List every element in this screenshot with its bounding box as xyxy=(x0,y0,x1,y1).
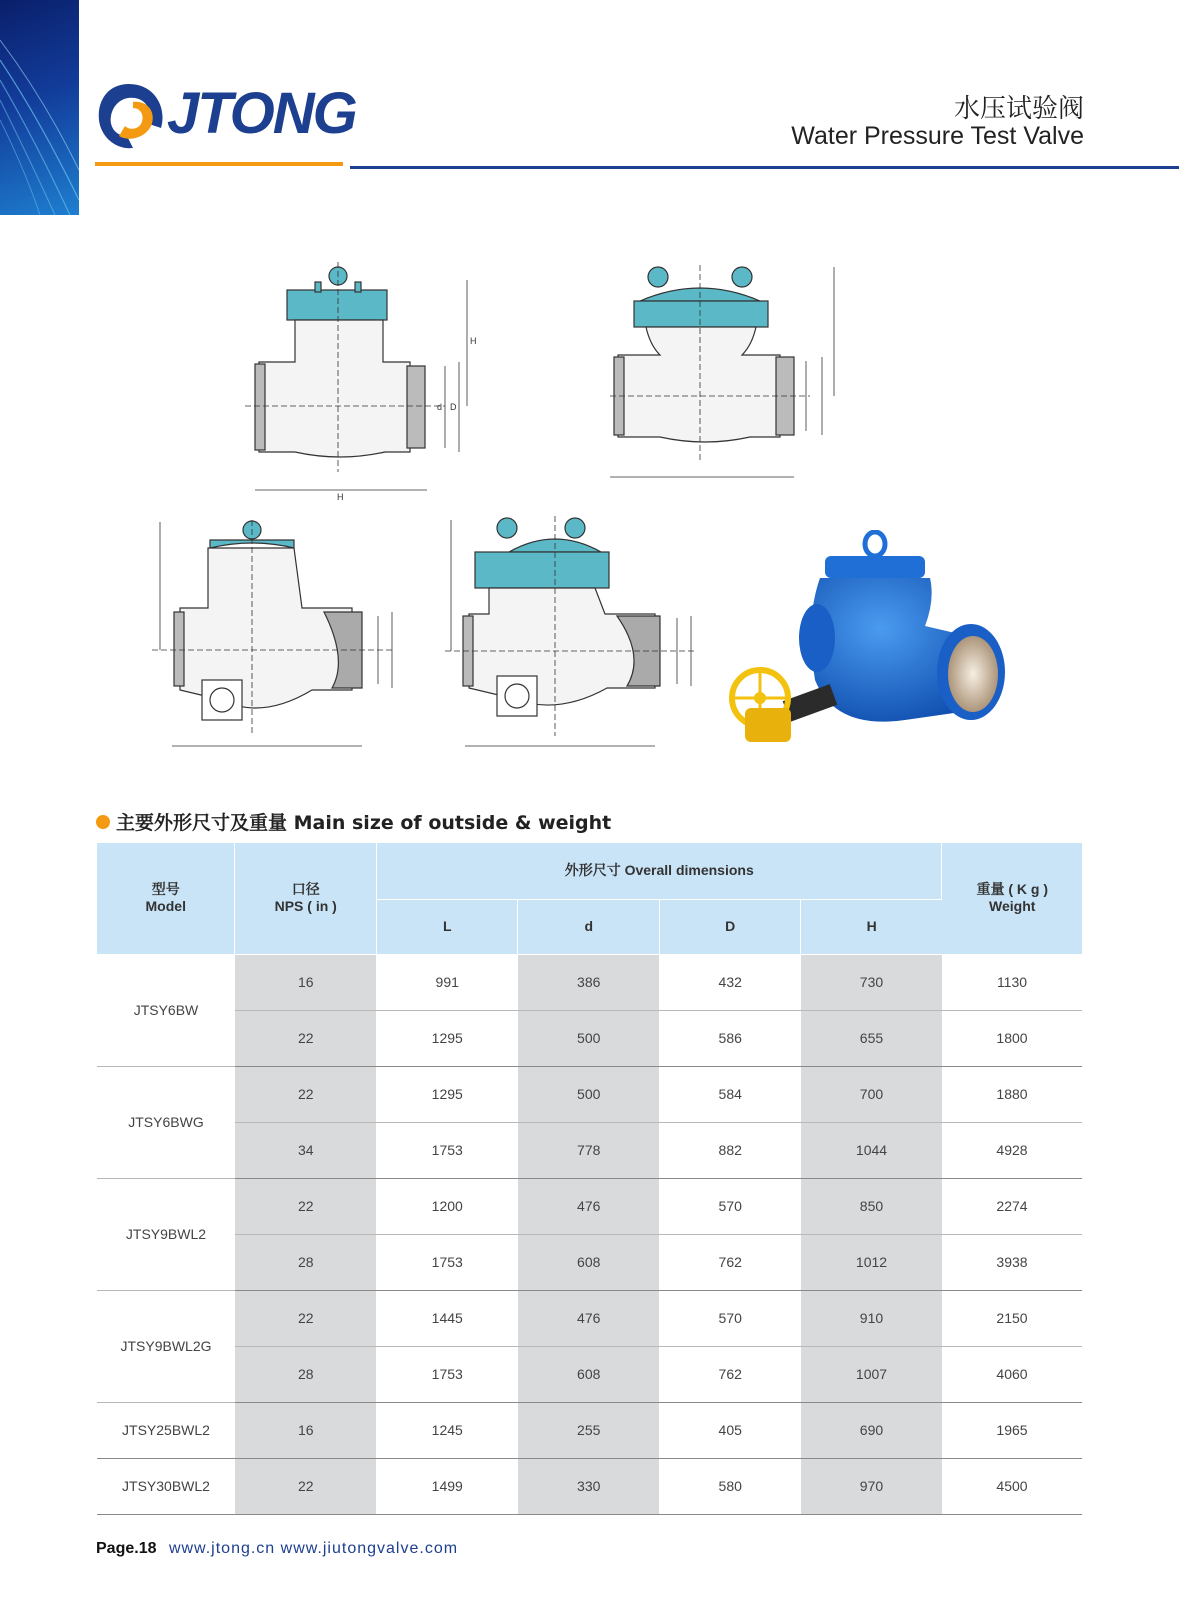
section-title-text: 主要外形尺寸及重量 Main size of outside & weight xyxy=(116,812,612,834)
model-cell: JTSY9BWL2G xyxy=(97,1290,235,1402)
header-nps xyxy=(235,843,377,954)
model-cell: JTSY6BWG xyxy=(97,1066,235,1178)
D-cell: 570 xyxy=(659,1178,801,1234)
H-cell: 1007 xyxy=(801,1346,942,1402)
table-row xyxy=(97,954,1082,1010)
dim-label-D: D xyxy=(450,402,457,412)
brand-wordmark: JTONG xyxy=(167,81,356,146)
nps-cell: 22 xyxy=(235,1290,377,1346)
header-weight-cn: 重量 ( K g ) xyxy=(976,881,1049,898)
header-rule xyxy=(350,166,1179,169)
dim-label-H: H xyxy=(470,336,477,346)
header-L: L xyxy=(376,899,518,954)
D-cell: 762 xyxy=(659,1346,801,1402)
H-cell: 730 xyxy=(801,954,942,1010)
weight-cell: 4500 xyxy=(942,1458,1082,1514)
table-row xyxy=(97,1402,1082,1458)
bullet-dot-icon xyxy=(96,815,110,829)
weight-cell: 1965 xyxy=(942,1402,1082,1458)
page-title-cn: 水压试验阀 xyxy=(953,94,1084,124)
H-cell: 910 xyxy=(801,1290,942,1346)
brand-logo xyxy=(93,78,356,168)
model-cell: JTSY6BW xyxy=(97,954,235,1066)
section-title xyxy=(96,808,611,835)
weight-cell: 2150 xyxy=(942,1290,1082,1346)
nps-cell: 16 xyxy=(235,1402,377,1458)
weight-cell: 1800 xyxy=(942,1010,1082,1066)
d-cell: 255 xyxy=(518,1402,660,1458)
header-weight xyxy=(942,843,1082,954)
H-cell: 970 xyxy=(801,1458,942,1514)
H-cell: 850 xyxy=(801,1178,942,1234)
dim-label-H-bottom: H xyxy=(337,492,344,502)
nps-cell: 22 xyxy=(235,1178,377,1234)
table-row xyxy=(97,1066,1082,1122)
logo-underline xyxy=(95,162,343,166)
L-cell: 1753 xyxy=(376,1346,518,1402)
weight-cell: 4060 xyxy=(942,1346,1082,1402)
D-cell: 586 xyxy=(659,1010,801,1066)
nps-cell: 16 xyxy=(235,954,377,1010)
weight-cell: 3938 xyxy=(942,1234,1082,1290)
footer-website-links[interactable]: www.jtong.cn www.jiutongvalve.com xyxy=(168,1540,459,1557)
header-nps-cn: 口径 xyxy=(291,881,320,898)
H-cell: 1044 xyxy=(801,1122,942,1178)
table-row xyxy=(97,1346,1082,1402)
header-nps-en: NPS ( in ) xyxy=(274,898,337,915)
table-row xyxy=(97,1010,1082,1066)
d-cell: 330 xyxy=(518,1458,660,1514)
d-cell: 608 xyxy=(518,1234,660,1290)
header-d: d xyxy=(518,899,660,954)
nps-cell: 28 xyxy=(235,1346,377,1402)
page-title-en: Water Pressure Test Valve xyxy=(791,122,1084,150)
header-weight-en: Weight xyxy=(989,898,1036,915)
D-cell: 584 xyxy=(659,1066,801,1122)
D-cell: 882 xyxy=(659,1122,801,1178)
table-row xyxy=(97,1122,1082,1178)
corner-decoration xyxy=(0,0,79,215)
L-cell: 1753 xyxy=(376,1122,518,1178)
table-row xyxy=(97,1178,1082,1234)
header-model-en: Model xyxy=(145,898,186,915)
weight-cell: 2274 xyxy=(942,1178,1082,1234)
header-H: H xyxy=(801,899,942,954)
L-cell: 1295 xyxy=(376,1066,518,1122)
logo-mark-icon xyxy=(93,78,167,158)
L-cell: 1200 xyxy=(376,1178,518,1234)
header-model xyxy=(97,843,235,954)
valve-product-image xyxy=(725,530,1025,765)
D-cell: 580 xyxy=(659,1458,801,1514)
nps-cell: 34 xyxy=(235,1122,377,1178)
d-cell: 500 xyxy=(518,1010,660,1066)
weight-cell: 1880 xyxy=(942,1066,1082,1122)
header-overall-dimensions: 外形尺寸 Overall dimensions xyxy=(376,843,942,899)
L-cell: 1445 xyxy=(376,1290,518,1346)
nps-cell: 28 xyxy=(235,1234,377,1290)
model-cell: JTSY30BWL2 xyxy=(97,1458,235,1514)
model-cell: JTSY25BWL2 xyxy=(97,1402,235,1458)
model-cell: JTSY9BWL2 xyxy=(97,1178,235,1290)
d-cell: 476 xyxy=(518,1178,660,1234)
D-cell: 762 xyxy=(659,1234,801,1290)
H-cell: 690 xyxy=(801,1402,942,1458)
L-cell: 1295 xyxy=(376,1010,518,1066)
d-cell: 476 xyxy=(518,1290,660,1346)
table-row xyxy=(97,1290,1082,1346)
d-cell: 608 xyxy=(518,1346,660,1402)
H-cell: 700 xyxy=(801,1066,942,1122)
D-cell: 432 xyxy=(659,954,801,1010)
nps-cell: 22 xyxy=(235,1458,377,1514)
table-row xyxy=(97,1234,1082,1290)
valve-drawing-1 xyxy=(245,262,485,502)
table-row xyxy=(97,1458,1082,1514)
spec-table xyxy=(97,843,1082,1515)
page-number: Page.18 xyxy=(96,1540,157,1557)
H-cell: 655 xyxy=(801,1010,942,1066)
nps-cell: 22 xyxy=(235,1010,377,1066)
header-D: D xyxy=(659,899,801,954)
dim-label-d: d xyxy=(437,402,443,412)
page-footer xyxy=(96,1540,458,1558)
weight-cell: 4928 xyxy=(942,1122,1082,1178)
d-cell: 500 xyxy=(518,1066,660,1122)
d-cell: 778 xyxy=(518,1122,660,1178)
H-cell: 1012 xyxy=(801,1234,942,1290)
nps-cell: 22 xyxy=(235,1066,377,1122)
L-cell: 1753 xyxy=(376,1234,518,1290)
weight-cell: 1130 xyxy=(942,954,1082,1010)
D-cell: 405 xyxy=(659,1402,801,1458)
D-cell: 570 xyxy=(659,1290,801,1346)
L-cell: 1245 xyxy=(376,1402,518,1458)
d-cell: 386 xyxy=(518,954,660,1010)
header-model-cn: 型号 xyxy=(151,881,180,898)
L-cell: 1499 xyxy=(376,1458,518,1514)
L-cell: 991 xyxy=(376,954,518,1010)
